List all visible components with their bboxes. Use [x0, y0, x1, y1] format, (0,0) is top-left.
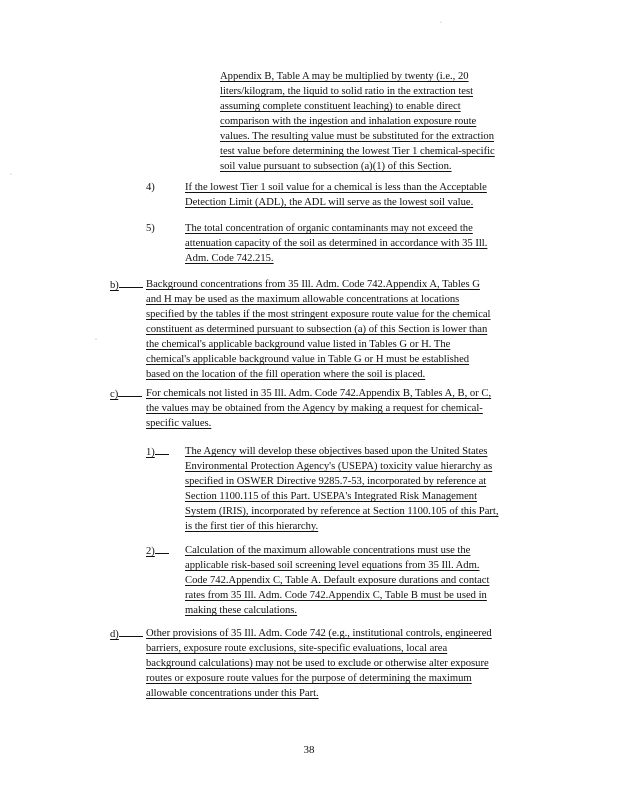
subsection-d-letter: d) [110, 626, 143, 642]
item-a5-text: The total concentration of organic contaminants may not exceed the attenuation capacity of the soil as determined in accordance with 35 Ill. Adm. Code 742.215. [185, 223, 488, 264]
continuation-paragraph: Appendix B, Table A may be multiplied by twenty (i.e., 20 liters/kilogram, the liquid to solid ratio in the extraction test assuming complete constituent leaching) to enable direct comparison with the ingestion and inhalation exposure route values. The resulting value must be substituted for the extraction test value before determining the lowest Tier 1 chemical-specific soil value pursuant to subsection (a)(1) of this Section. [220, 71, 495, 172]
scan-speck: · [440, 20, 442, 26]
item-c1-text: The Agency will develop these objectives based upon the United States Environmental Protection Agency's (USEPA) toxicity value hierarchy as specified in OSWER Directive 9285.7-53, incorporated by reference at Section 1100.115 of this Part. USEPA's Integrated Risk Management System (IRIS), incorporated by reference at Section 1100.105 of this Part, is the first tier of this hierarchy. [185, 446, 499, 532]
item-c2-number: 2) [146, 543, 169, 559]
subsection-b-letter: b) [110, 277, 143, 293]
item-a5-number: 5) [146, 223, 155, 234]
subsection-c-text: For chemicals not listed in 35 Ill. Adm. Code 742.Appendix B, Tables A, B, or C, the values may be obtained from the Agency by making a request for chemical- specific values. [146, 388, 492, 429]
item-c2-text: Calculation of the maximum allowable concentrations must use the applicable risk-based soil screening level equations from 35 Ill. Adm. Code 742.Appendix C, Table A. Default exposure durations and contact rates from 35 Ill. Adm. Code 742.Appendix C, Table B must be used in making these calculations. [185, 545, 490, 616]
item-a4-text: If the lowest Tier 1 soil value for a chemical is less than the Acceptable Detection Limit (ADL), the ADL will serve as the lowest soil value. [185, 182, 487, 208]
item-c1-number: 1) [146, 444, 169, 460]
item-a4-number: 4) [146, 182, 155, 193]
subsection-b-text: Background concentrations from 35 Ill. Adm. Code 742.Appendix A, Tables G and H may be used as the maximum allowable concentrations at locations specified by the tables if the most stringent exposure route value for the chemical constituent as determined pursuant to subsection (a) of this Section is lower than the chemical's applicable background value listed in Tables G or H. The chemical's applicable background value in Table G or H must be established based on the location of the fill operation where the soil is placed. [146, 279, 491, 380]
subsection-d-text: Other provisions of 35 Ill. Adm. Code 742 (e.g., institutional controls, engineered barriers, exposure route exclusions, site-specific evaluations, local area background calculations) may not be used to exclude or otherwise alter exposure routes or exposure route values for the purpose of determining the maximum allowable concentrations under this Part. [146, 628, 492, 699]
subsection-c-letter: c) [110, 386, 142, 402]
scan-speck: · [10, 172, 12, 178]
page-number: 38 [303, 744, 315, 756]
scan-speck: · [95, 337, 97, 343]
